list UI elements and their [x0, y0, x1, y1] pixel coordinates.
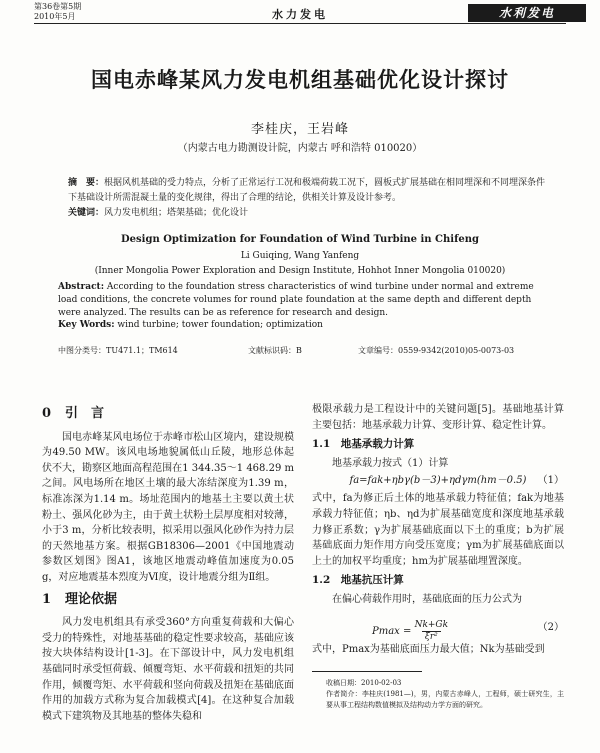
equation-1 [312, 473, 564, 489]
subsection-heading-1-1: 1.1 地基承载力计算 [312, 438, 415, 451]
equation-2-numerator: Nk+Gk [414, 619, 449, 630]
equation-2-number: （2） [537, 621, 564, 633]
subsection-1-1-intro: 地基承载力按式（1）计算 [332, 457, 449, 469]
footnote-received: 收稿日期：2010-02-03 [326, 679, 402, 688]
equation-2-lhs-text: Pmax = [372, 625, 412, 637]
equation-2-explanation: 式中，Pmax为基础底面压力最大值；Nk为基础受到 [312, 643, 545, 655]
subsection-1-2-intro: 在偏心荷载作用时，基础底面的压力公式为 [332, 593, 522, 605]
section-1-title: 理论依据 [65, 591, 118, 607]
keywords-en [58, 320, 548, 330]
abstract-en-text: According to the foundation stress characteristics of wind turbine under normal and extreme load conditions, the concrete volumes for round plate foundation at the same depth and different depth were analyzed. The results can be as reference for research and design. [58, 282, 534, 318]
paper-title: 国电赤峰某风力发电机组基础优化设计探讨 [91, 67, 509, 92]
keywords-cn-text: 风力发电机组；塔架基础；优化设计 [104, 208, 249, 218]
date-label: 2010年5月 [34, 12, 76, 21]
english-authors: Li Guiqing, Wang Yanfeng [240, 251, 360, 261]
equation-2-lhs [372, 620, 448, 643]
equation-1-number: （1） [537, 475, 564, 487]
keywords-en-label: Key Words: [58, 320, 115, 330]
english-affiliation: (Inner Mongolia Power Exploration and Design Institute, Hohhot Inner Mongolia 010020) [94, 266, 506, 276]
abstract-cn [68, 176, 546, 206]
body-right-column [312, 402, 564, 711]
abstract-en-label: Abstract: [58, 282, 105, 292]
body-left-column [42, 400, 294, 724]
keywords-cn-label: 关键词： [68, 208, 105, 218]
equation-2-denominator: ξr² [422, 631, 441, 643]
clc-number: 中图分类号：TU471.1；TM614 [58, 346, 178, 355]
footnote-divider [312, 671, 422, 672]
article-number: 文章编号：0559-9342(2010)05-0073-03 [358, 346, 515, 355]
english-title: Design Optimization for Foundation of Wind Turbine in Chifeng [120, 234, 480, 245]
volume-label: 第36卷第5期 [34, 2, 82, 11]
header-divider [34, 23, 566, 24]
section-0-title: 引 言 [65, 406, 105, 421]
equation-2 [312, 610, 564, 640]
section-heading-0 [42, 406, 294, 422]
keywords-en-text: wind turbine; tower foundation; optimization [117, 320, 323, 330]
doc-code: 文献标识码：B [248, 346, 302, 355]
paper-authors: 李桂庆，王岩峰 [250, 122, 349, 137]
keywords-cn [68, 205, 546, 218]
equation-1-body: fa=fak+ηbγ(b－3)+ηdγm(hm－0.5) [349, 475, 527, 487]
journal-logo: 水利发电 [468, 4, 586, 22]
section-1-number: 1 [42, 591, 52, 607]
subsection-heading-1-2: 1.2 地基抗压计算 [312, 574, 404, 587]
equation-2-fraction [415, 620, 449, 643]
theory-paragraph: 风力发电机组具有承受360°方向重复荷载和大偏心受力的特殊性，对地基基础的稳定性要求较高，基础应该按大块体结构设计[1-3]。在下部设计中，风力发电机组基础同时承受恒荷载、倾覆弯矩、水平荷载和扭矩的共同作用，倾覆弯矩、水平荷载和竖向荷载及扭矩在基础底面作用的加载方式称为复合加载模式[4]。在这种复合加载模式下建筑物及其地基的整体失稳和 [42, 617, 294, 722]
footnote-author: 作者简介：李桂庆(1981—)，男，内蒙古赤峰人，工程师，硕士研究生，主要从事工程结构数值模拟及结构动力学方面的研究。 [326, 690, 564, 710]
journal-name: 水力发电 [272, 8, 328, 21]
abstract-cn-label: 摘 要： [68, 178, 105, 188]
equation-1-explanation: 式中，fa为修正后土体的地基承载力特征值；fak为地基承载力特征值；ηb、ηd为扩展基础宽度和深度地基承载力修正系数；γ为扩展基础底面以下土的重度；b为扩展基础底面力矩作用方向受压宽度；γm为扩展基础底面以上土的加权平均重度；hm为扩展基础埋置深度。 [312, 493, 564, 567]
abstract-cn-text: 根据风机基础的受力特点，分析了正常运行工况和极端荷载工况下，圆板式扩展基础在相同埋深和不同埋深条件下基础设计所需混凝土量的变化规律，得出了合理的结论，供相关计算及设计参考。 [68, 178, 546, 203]
abstract-en [58, 281, 548, 320]
intro-paragraph: 国电赤峰某风电场位于赤峰市松山区境内，建设规模为49.50 MW。该风电场地貌属低山丘陵，地形总体起伏不大，勘察区地面高程范围在1 344.35～1 468.29 m之间。风电场所在地区土壤的最大冻结深度为1.39 m，标准冻深为1.14 m。场址范围内的地基土主要以黄土状粉土、强风化砂为主，由于黄土状粉土层厚度相对较薄，小于3 m，分析比较表明，拟采用以强风化砂作为持力层的天然地基方案。根据GB18306—2001《中国地震动参数区划图》图A1，该地区地震动峰值加速度为0.05 g，对应地震基本烈度为Ⅵ度，设计地震分组为Ⅱ组。 [42, 431, 294, 583]
paper-affiliation: （内蒙古电力勘测设计院，内蒙古 呼和浩特 010020） [177, 143, 423, 154]
section-heading-1 [42, 592, 294, 608]
section-0-number: 0 [42, 406, 52, 421]
continued-paragraph: 极限承载力是工程设计中的关键问题[5]。基础地基计算主要包括：地基承载力计算、变形计算、稳定性计算。 [312, 404, 564, 431]
